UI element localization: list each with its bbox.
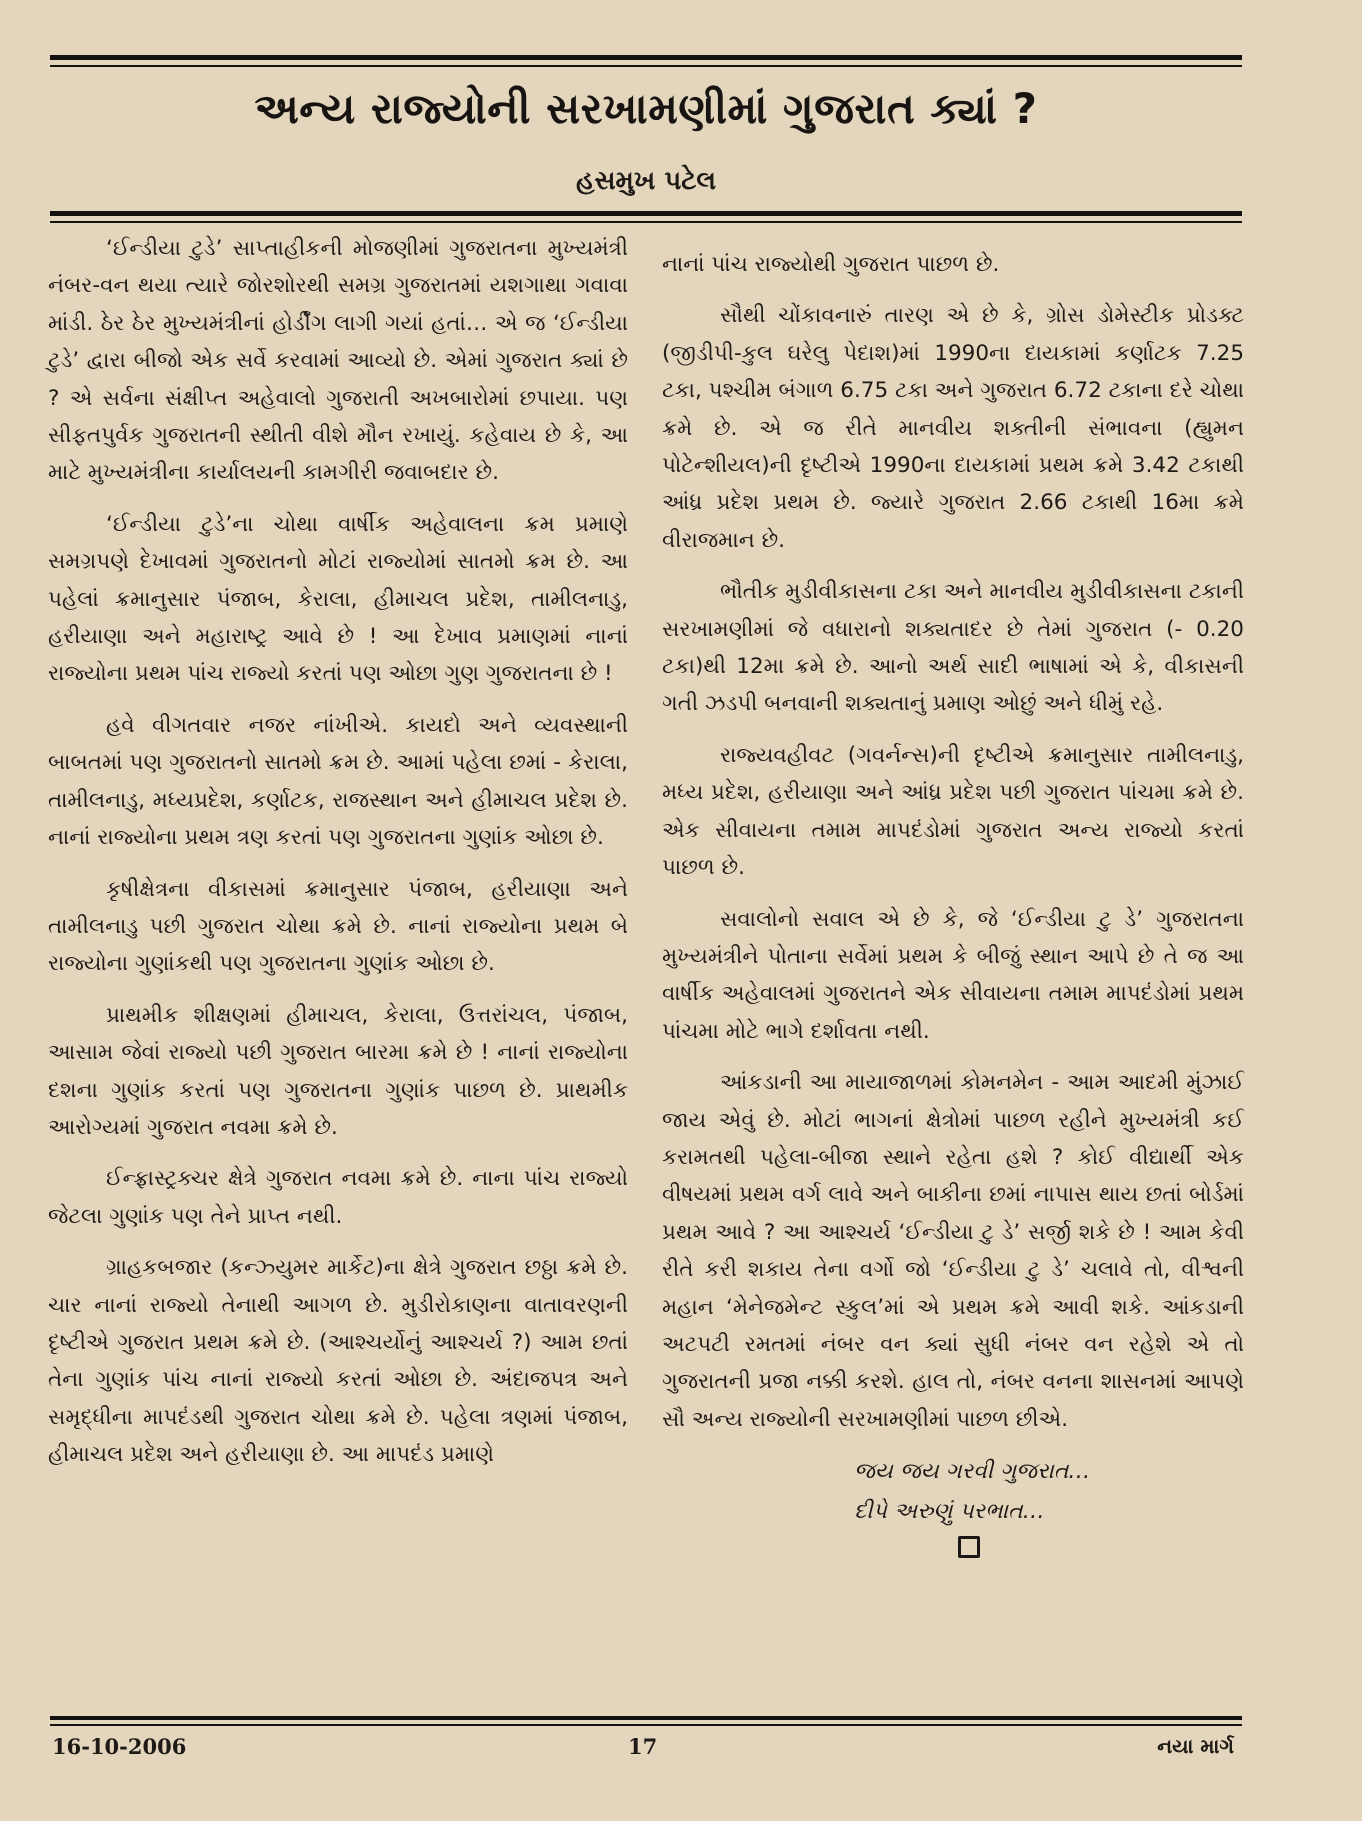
page-number: 17	[628, 1734, 658, 1759]
paragraph: ઈન્ફ્રાસ્ટ્રક્ચર ક્ષેત્રે ગુજરાત નવમા ક્રમે છે. નાના પાંચ રાજ્યો જેટલા ગુણાંક પણ તેને પ્રાપ્ત નથી.	[48, 1166, 628, 1229]
closing-verse-line: દીપે અરુણું પરભાત…	[854, 1499, 1045, 1525]
end-of-article-square-icon	[958, 1536, 980, 1558]
header-rule-thin	[50, 221, 1242, 223]
closing-verse	[662, 1452, 1244, 1532]
header-rule-thick	[50, 211, 1242, 216]
footer-rule-thin	[50, 1724, 1242, 1726]
paragraph-continuation: નાનાં પાંચ રાજ્યોથી ગુજરાત પાછળ છે.	[662, 252, 1000, 277]
top-rule-thick	[50, 55, 1242, 60]
paragraph: ‘ઈન્ડીયા ટુડે’ના ચોથા વાર્ષીક અહેવાલના ક્રમ પ્રમાણે સમગ્રપણે દેખાવમાં ગુજરાતનો મોટાં રાજ્યોમાં સાતમો ક્રમ છે. આ પહેલાં ક્રમાનુસાર પંજાબ, કેરાલા, હીમાચલ પ્રદેશ, તામીલનાડુ, હરીયાણા અને મહારાષ્ટ્ર આવે છે ! આ દેખાવ પ્રમાણમાં નાનાં રાજ્યોના પ્રથમ પાંચ રાજ્યો કરતાં પણ ઓછા ગુણ ગુજરાતના છે !	[48, 511, 628, 687]
paragraph: કૃષીક્ષેત્રના વીકાસમાં ક્રમાનુસાર પંજાબ, હરીયાણા અને તામીલનાડુ પછી ગુજરાત ચોથા ક્રમે છે. નાનાં રાજ્યોના પ્રથમ બે રાજ્યોના ગુણાંકથી પણ ગુજરાતના ગુણાંક ઓછા છે.	[48, 876, 628, 977]
left-column	[48, 230, 628, 1488]
paragraph: ‘ઈન્ડીયા ટુડે’ સાપ્તાહીકની મોજણીમાં ગુજરાતના મુખ્યમંત્રી નંબર-વન થયા ત્યારે જોરશોરથી સમગ્ર ગુજરાતમાં યશગાથા ગવાવા માંડી. ઠેર ઠેર મુખ્યમંત્રીનાં હોર્ડીંગ લાગી ગયાં હતાં… એ જ ‘ઈન્ડીયા ટુડે’ દ્વારા બીજો એક સર્વે કરવામાં આવ્યો છે. એમાં ગુજરાત ક્યાં છે ? એ સર્વના સંક્ષીપ્ત અહેવાલો ગુજરાતી અખબારોમાં છપાયા. પણ સીફતપુર્વક ગુજરાતની સ્થીતી વીશે મૌન રખાયું. કહેવાય છે કે, આ માટે મુખ્યમંત્રીના કાર્યાલયની કામગીરી જવાબદાર છે.	[48, 236, 628, 486]
top-rule-thin	[50, 65, 1242, 67]
closing-verse-line: જય જય ગરવી ગુજરાત…	[854, 1459, 1091, 1485]
paragraph: સૌથી ચોંકાવનારું તારણ એ છે કે, ગ્રોસ ડોમેસ્ટીક પ્રોડક્ટ (જીડીપી-કુલ ઘરેલુ પેદાશ)માં 1990ના દાયકામાં કર્ણાટક 7.25 ટકા, પશ્ચીમ બંગાળ 6.75 ટકા અને ગુજરાત 6.72 ટકાના દરે ચોથા ક્રમે છે. એ જ રીતે માનવીય શક્તીની સંભાવના (હ્યુમન પોટેન્શીયલ)ની દૃષ્ટીએ 1990ના દાયકામાં પ્રથમ ક્રમે 3.42 ટકાથી આંધ્ર પ્રદેશ પ્રથમ છે. જ્યારે ગુજરાત 2.66 ટકાથી 16મા ક્રમે વીરાજમાન છે.	[662, 303, 1244, 553]
paragraph: સવાલોનો સવાલ એ છે કે, જે ‘ઈન્ડીયા ટુ ડે’ ગુજરાતના મુખ્યમંત્રીને પોતાના સર્વેમાં પ્રથમ કે બીજું સ્થાન આપે છે તે જ આ વાર્ષીક અહેવાલમાં ગુજરાતને એક સીવાયના તમામ માપદંડોમાં પ્રથમ પાંચમા મોટે ભાગે દર્શાવતા નથી.	[662, 906, 1244, 1044]
paragraph: રાજ્યવહીવટ (ગવર્નન્સ)ની દૃષ્ટીએ ક્રમાનુસાર તામીલનાડુ, મધ્ય પ્રદેશ, હરીયાણા અને આંધ્ર પ્રદેશ પછી ગુજરાત પાંચમા ક્રમે છે. એક સીવાયના તમામ માપદંડોમાં ગુજરાત અન્ય રાજ્યો કરતાં પાછળ છે.	[662, 742, 1244, 881]
publication-name: નયા માર્ગ	[1157, 1734, 1234, 1758]
paragraph: ભૌતીક મુડીવીકાસના ટકા અને માનવીય મુડીવીકાસના ટકાની સરખામણીમાં જે વધારાનો શક્યતાદર છે તેમાં ગુજરાત (- 0.20 ટકા)થી 12મા ક્રમે છે. આનો અર્થ સાદી ભાષામાં એ કે, વીકાસની ગતી ઝડપી બનવાની શક્યતાનું પ્રમાણ ઓછું અને ધીમું રહે.	[662, 579, 1244, 717]
right-column	[662, 246, 1244, 1558]
paragraph: હવે વીગતવાર નજર નાંખીએ. કાયદો અને વ્યવસ્થાની બાબતમાં પણ ગુજરાતનો સાતમો ક્રમ છે. આમાં પહેલા છમાં - કેરાલા, તામીલનાડુ, મધ્યપ્રદેશ, કર્ણાટક, રાજસ્થાન અને હીમાચલ પ્રદેશ છે. નાનાં રાજ્યોના પ્રથમ ત્રણ કરતાં પણ ગુજરાતના ગુણાંક ઓછા છે.	[48, 712, 628, 851]
paragraph: ગ્રાહકબજાર (કન્ઝ્યુમર માર્કેટ)ના ક્ષેત્રે ગુજરાત છઠ્ઠા ક્રમે છે. ચાર નાનાં રાજ્યો તેનાથી આગળ છે. મુડીરોકાણના વાતાવરણની દૃષ્ટીએ ગુજરાત પ્રથમ ક્રમે છે. (આશ્ચર્યોનું આશ્ચર્ય ?) આમ છતાં તેના ગુણાંક પાંચ નાનાં રાજ્યો કરતાં ઓછા છે. અંદાજપત્ર અને સમૃદ્ધીના માપદંડથી ગુજરાત ચોથા ક્રમે છે. પહેલા ત્રણમાં પંજાબ, હીમાચલ પ્રદેશ અને હરીયાણા છે. આ માપદંડ પ્રમાણે	[48, 1255, 628, 1468]
footer-date: 16-10-2006	[52, 1734, 187, 1759]
paragraph: આંકડાની આ માયાજાળમાં કોમનમેન - આમ આદમી મુંઝાઈ જાય એવું છે. મોટાં ભાગનાં ક્ષેત્રોમાં પાછળ રહીને મુખ્યમંત્રી કઈ કરામતથી પહેલા-બીજા સ્થાને રહેતા હશે ? કોઈ વીદ્યાર્થી એક વીષયમાં પ્રથમ વર્ગ લાવે અને બાકીના છમાં નાપાસ થાય છતાં બોર્ડમાં પ્રથમ આવે ? આ આશ્ચર્ય ‘ઈન્ડીયા ટુ ડે’ સર્જી શકે છે ! આમ કેવી રીતે કરી શકાય તેના વર્ગો જો ‘ઈન્ડીયા ટુ ડે’ ચલાવે તો, વીશ્વની મહાન ‘મેનેજમેન્ટ સ્કુલ’માં એ પ્રથમ ક્રમે આવી શકે. આંકડાની અટપટી રમતમાં નંબર વન ક્યાં સુધી નંબર વન રહેશે એ તો ગુજરાતની પ્રજા નક્કી કરશે. હાલ તો, નંબર વનના શાસનમાં આપણે સૌ અન્ય રાજ્યોની સરખામણીમાં પાછળ છીએ.	[662, 1070, 1244, 1432]
article-author: હસમુખ પટેલ	[576, 166, 716, 196]
footer-rule-thick	[50, 1716, 1242, 1720]
article-title: અન્ય રાજ્યોની સરખામણીમાં ગુજરાત ક્યાં ?	[254, 84, 1038, 133]
paragraph: પ્રાથમીક શીક્ષણમાં હીમાચલ, કેરાલા, ઉત્તરાંચલ, પંજાબ, આસામ જેવાં રાજ્યો પછી ગુજરાત બારમા ક્રમે છે ! નાનાં રાજ્યોના દશના ગુણાંક કરતાં પણ ગુજરાતના ગુણાંક પાછળ છે. પ્રાથમીક આરોગ્યમાં ગુજરાત નવમા ક્રમે છે.	[48, 1002, 628, 1140]
